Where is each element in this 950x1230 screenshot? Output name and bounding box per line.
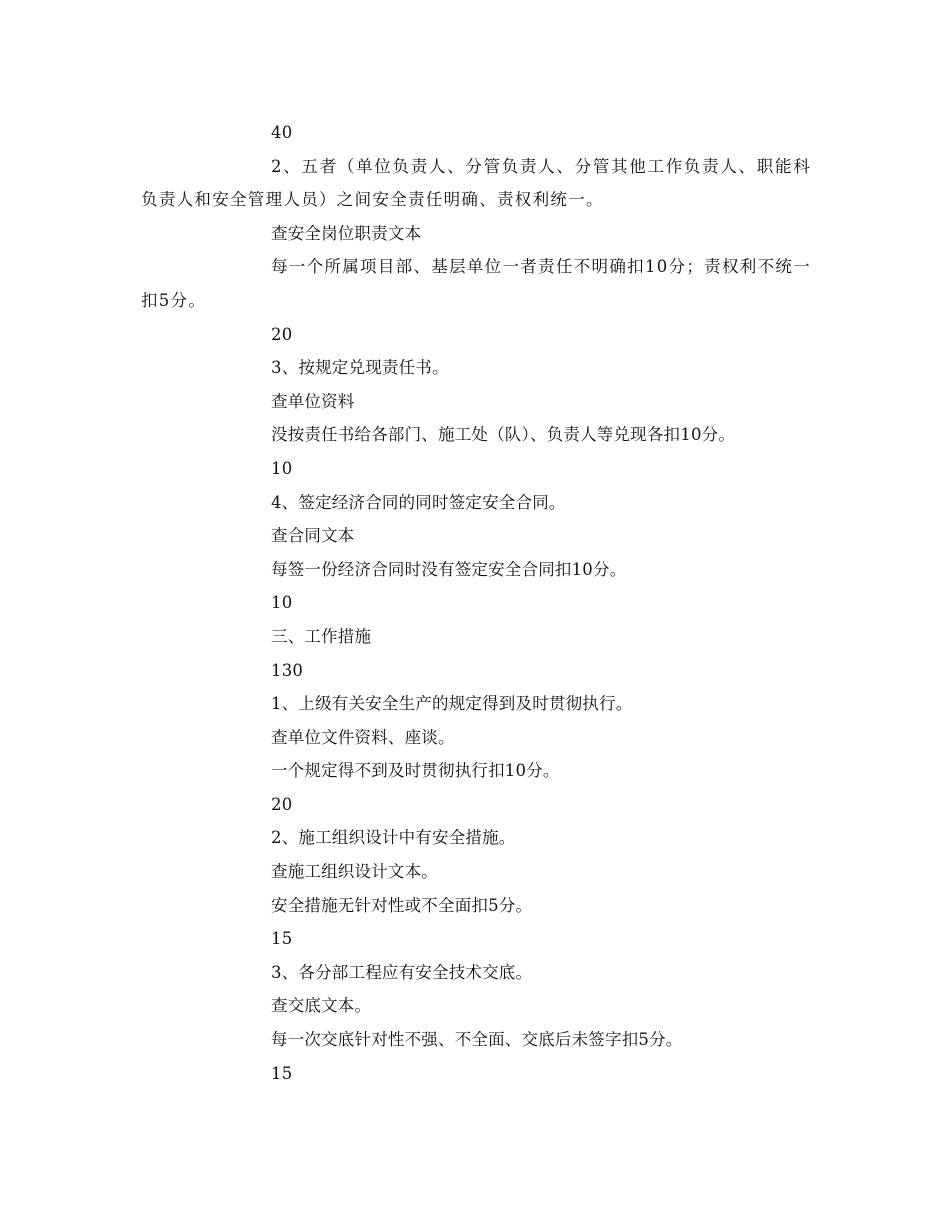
deduction-rule: 每签一份经济合同时没有签定安全合同扣10分。 [271,559,627,579]
criterion-item: 3、按规定兑现责任书。 [271,358,449,378]
deduction-rule: 每一个所属项目部、基层单位一者责任不明确扣10分；责权利不统一扣5分。 [141,257,811,310]
score-value: 20 [271,794,293,814]
criterion-item: 2、施工组织设计中有安全措施。 [271,828,516,848]
criterion-item: 1、上级有关安全生产的规定得到及时贯彻执行。 [271,694,633,714]
criterion-item: 4、签定经济合同的同时签定安全合同。 [271,492,566,512]
criterion-item: 2、五者（单位负责人、分管负责人、分管其他工作负责人、职能科负责人和安全管理人员）之间安全责任明确、责权利统一。 [141,156,811,210]
check-method: 查安全岗位职责文本 [271,223,422,243]
deduction-rule: 一个规定得不到及时贯彻执行扣10分。 [271,761,560,781]
deduction-rule: 每一次交底针对性不强、不全面、交底后未签字扣5分。 [271,1030,683,1050]
score-value: 10 [271,593,293,613]
deduction-rule: 安全措施无针对性或不全面扣5分。 [271,895,533,915]
section-heading: 三、工作措施 [271,626,372,646]
score-value: 15 [271,1063,293,1083]
score-value: 20 [271,324,293,344]
check-method: 查单位文件资料、座谈。 [271,727,455,747]
score-value: 40 [271,123,293,142]
document-body [141,116,811,1090]
score-value: 130 [271,660,304,680]
check-method: 查合同文本 [271,526,355,546]
check-method: 查单位资料 [271,391,355,411]
check-method: 查施工组织设计文本。 [271,862,438,882]
criterion-item: 3、各分部工程应有安全技术交底。 [271,962,533,982]
check-method: 查交底文本。 [271,996,372,1016]
deduction-rule: 没按责任书给各部门、施工处（队）、负责人等兑现各扣10分。 [271,425,736,445]
score-value: 10 [271,458,293,478]
score-value: 15 [271,929,293,949]
